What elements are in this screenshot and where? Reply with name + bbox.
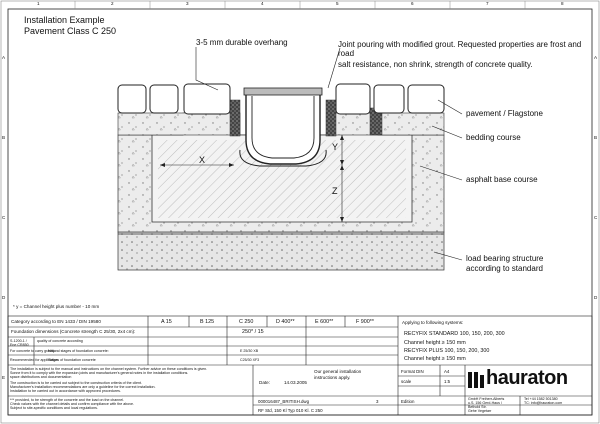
note-line: Manufacturer's installation recommendations are only a guideline for the correct installation. — [10, 385, 156, 389]
border-letter: A — [594, 55, 598, 60]
border-letter: D — [2, 295, 6, 300]
foundation-value: 250* / 15 — [242, 329, 264, 335]
channel-body — [246, 94, 320, 164]
applying-title: Applying to following systems: — [402, 320, 464, 325]
note-line: Check values with the channel details and confirm compliance with the above. — [10, 402, 135, 406]
callout-pavement: pavement / Flagstone — [466, 109, 543, 118]
border-letter: D — [594, 295, 598, 300]
border-number: 1 — [37, 1, 40, 6]
class-e600: E 600** — [315, 319, 334, 325]
company-line: GmbH Freiherr-Alberts — [468, 397, 505, 401]
border-number: 4 — [261, 1, 264, 6]
border-letter: B — [594, 135, 598, 140]
system-line: RECYFIX STANDARD 100, 150, 200, 300 — [404, 331, 505, 337]
row3-col1: S-1200-1 / Ene CR850 — [10, 339, 29, 348]
border-letter: E — [2, 375, 6, 380]
dimension-z-label: Z — [332, 186, 338, 196]
callout-load-line2: according to standard — [466, 264, 543, 273]
category-label: Category according to EN 1433 / DIN 19580 — [11, 319, 101, 324]
contact-line: TC: info@hauraton.com — [524, 401, 563, 405]
company-line: u.S. 156 Gerd-Haus / — [468, 401, 502, 405]
hauraton-logo-text: hauraton — [486, 367, 568, 389]
system-line: Channel height ≥ 150 mm — [404, 340, 466, 346]
bedding-course-left — [118, 113, 240, 135]
class-f900: F 900** — [356, 319, 374, 325]
drawing-subtitle: Pavement Class C 250 — [24, 26, 117, 36]
border-letter: A — [2, 55, 6, 60]
general-instructions: Our general installation — [314, 369, 362, 374]
paver — [118, 85, 146, 113]
row4-col1: For concrete to carry gravity — [10, 349, 55, 353]
drawing-title: Installation Example — [24, 15, 105, 25]
system-line: Channel height ≥ 150 mm — [404, 356, 466, 362]
border-number: 3 — [186, 1, 189, 6]
note-line: Sonne from it to comply with the expansion joints and manufacturer's general notes in the installation conditions. — [10, 371, 189, 375]
date-label: Date: — [259, 380, 270, 385]
foundation-label: Foundation dimensions (Concrete strength C 25/30, 2x4 cm): — [11, 329, 136, 334]
edition-label: Edition — [401, 399, 415, 404]
company-line: Bethold Str. — [468, 405, 487, 409]
system-line: RECYFIX PLUS 100, 150, 200, 300 — [404, 348, 490, 354]
paver — [184, 84, 230, 114]
row3-col2: quality of concrete according — [37, 339, 83, 343]
note-line: Subject to site-specific conditions and local regulations. — [10, 406, 98, 410]
class-c250: C 250 — [239, 319, 254, 325]
border-letter: C — [2, 215, 6, 220]
format-value: A4 — [444, 369, 450, 374]
callout-joint-line2: salt resistance, non shrink, strength of concrete quality. — [338, 60, 533, 69]
scale-value: 1:5 — [444, 379, 451, 384]
border-number: 2 — [111, 1, 114, 6]
bedding-course-right — [330, 113, 444, 135]
row5-col1: Recommended for application — [10, 358, 58, 362]
channel-grate — [244, 88, 322, 95]
company-line: Gehe Vegetarr — [468, 409, 492, 413]
dimension-y-label: Y — [332, 142, 339, 152]
class-d400: D 400** — [276, 319, 295, 325]
note-line: The installation is subject to the manual and instructions on the channel system. Further advice on these conditions is given. — [10, 367, 208, 371]
row4-value: E 25/30 XB — [240, 349, 259, 353]
border-letter: B — [2, 135, 6, 140]
callout-joint-line1: Joint pouring with modified grout. Requested properties are frost and road — [338, 40, 582, 58]
border-number: 6 — [411, 1, 414, 6]
note-line: Installation to be carried out in accordance with approved procedures. — [10, 389, 121, 393]
note-line: space distributions and documentation — [10, 375, 72, 379]
dwg-page: 3 — [376, 399, 379, 404]
callout-bedding: bedding course — [466, 133, 521, 142]
row4-col2: Natural stages of foundation concrete: — [48, 349, 109, 353]
date-value: 14.03.2005 — [284, 380, 307, 385]
dwg-name: RF Std, 150 Kl Typ 010 Kl. C 250 — [258, 408, 323, 413]
dwg-file: 000016487_BRITISH.dwg — [258, 399, 310, 404]
contact-line: Tel +44 1582 501380 — [524, 397, 558, 401]
row5-col2: Stages of foundation concrete — [48, 358, 96, 362]
row5-value: C25/30 XF3 — [240, 358, 260, 362]
note-line: *** provided, to be strength of the concrete and the load on the channel. — [10, 398, 125, 402]
paver — [336, 84, 370, 114]
callout-asphalt: asphalt base course — [466, 175, 538, 184]
dimension-x-label: X — [199, 155, 206, 165]
footnote: * y = Channel height plus number - 10 mm — [13, 304, 100, 309]
format-label: Format DIN — [401, 369, 424, 374]
scale-label: scale — [401, 379, 412, 384]
border-letter: C — [594, 215, 598, 220]
general-instructions: instructions apply. — [314, 375, 351, 380]
callout-load-line1: load bearing structure — [466, 254, 544, 263]
class-b125: B 125 — [200, 319, 215, 325]
border-number: 5 — [336, 1, 339, 6]
callout-overhang: 3-5 mm durable overhang — [196, 38, 288, 47]
paver — [150, 85, 178, 113]
hauraton-logo-mark — [468, 372, 484, 388]
paver — [374, 85, 404, 113]
class-a15: A 15 — [161, 319, 172, 325]
note-line: The construction is to be carried out subject to the construction criteria of the client. — [10, 381, 143, 385]
paver — [408, 85, 444, 113]
border-number: 8 — [561, 1, 564, 6]
load-bearing-layer — [118, 232, 444, 270]
border-number: 7 — [486, 1, 489, 6]
